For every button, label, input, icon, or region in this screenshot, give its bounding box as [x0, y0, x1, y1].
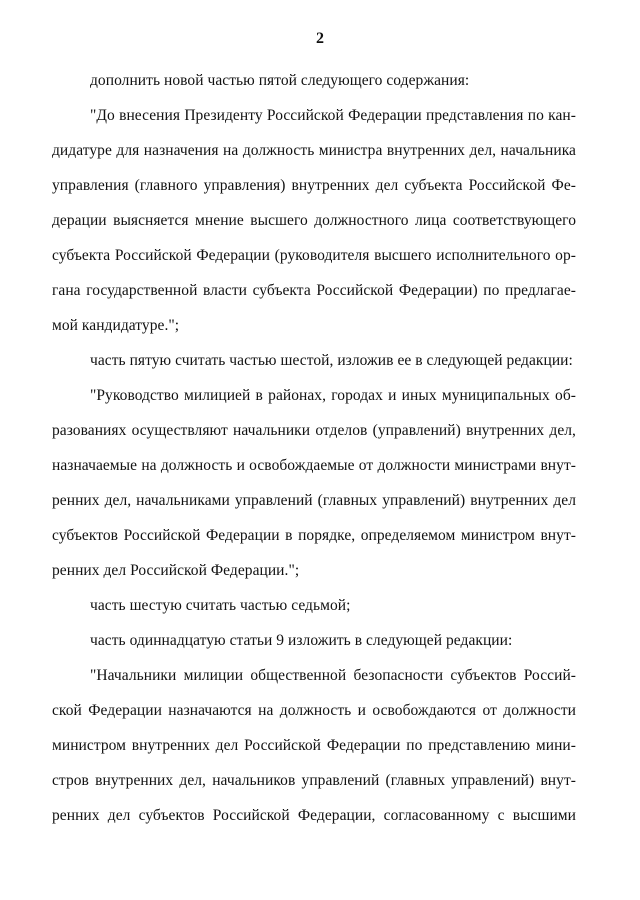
text-line: разованиях осуществляют начальники отделов (управлений) внутренних дел, — [52, 422, 576, 439]
text-line: ренних дел Российской Федерации."; — [52, 562, 300, 579]
document-body — [52, 63, 576, 833]
text-line: часть шестую считать частью седьмой; — [90, 597, 351, 614]
text-line: часть пятую считать частью шестой, изложив ее в следующей редакции: — [90, 352, 573, 369]
text-line: управления (главного управления) внутренних дел субъекта Российской Фе- — [52, 177, 576, 194]
text-line: субъекта Российской Федерации (руководителя высшего исполнительного ор- — [52, 247, 576, 264]
paragraph — [52, 63, 576, 98]
paragraph — [52, 658, 576, 833]
paragraph — [52, 378, 576, 588]
paragraph — [52, 588, 576, 623]
text-line: "Руководство милицией в районах, городах и иных муниципальных об- — [90, 387, 576, 404]
text-line: ской Федерации назначаются на должность и освобождаются от должности — [52, 702, 576, 719]
text-line: назначаемые на должность и освобождаемые от должности министрами внут- — [52, 457, 576, 474]
text-line: ренних дел субъектов Российской Федерации, согласованному с высшими — [52, 807, 576, 824]
text-line: часть одиннадцатую статьи 9 изложить в следующей редакции: — [90, 632, 513, 649]
text-line: министром внутренних дел Российской Федерации по представлению мини- — [52, 737, 576, 754]
page-number: 2 — [316, 30, 324, 47]
text-line: дополнить новой частью пятой следующего содержания: — [90, 72, 470, 89]
paragraph — [52, 623, 576, 658]
text-line: дерации выясняется мнение высшего должностного лица соответствующего — [52, 212, 576, 229]
text-line: гана государственной власти субъекта Российской Федерации) по предлагае- — [52, 282, 576, 299]
text-line: "До внесения Президенту Российской Федерации представления по кан- — [90, 107, 576, 124]
text-line: дидатуре для назначения на должность министра внутренних дел, начальника — [52, 142, 576, 159]
text-line: ренних дел, начальниками управлений (главных управлений) внутренних дел — [52, 492, 576, 509]
text-line: "Начальники милиции общественной безопасности субъектов Россий- — [90, 667, 576, 684]
text-line: мой кандидатуре."; — [52, 317, 180, 334]
text-line: стров внутренних дел, начальников управлений (главных управлений) внут- — [52, 772, 576, 789]
text-line: субъектов Российской Федерации в порядке, определяемом министром внут- — [52, 527, 576, 544]
paragraph — [52, 98, 576, 343]
paragraph — [52, 343, 576, 378]
